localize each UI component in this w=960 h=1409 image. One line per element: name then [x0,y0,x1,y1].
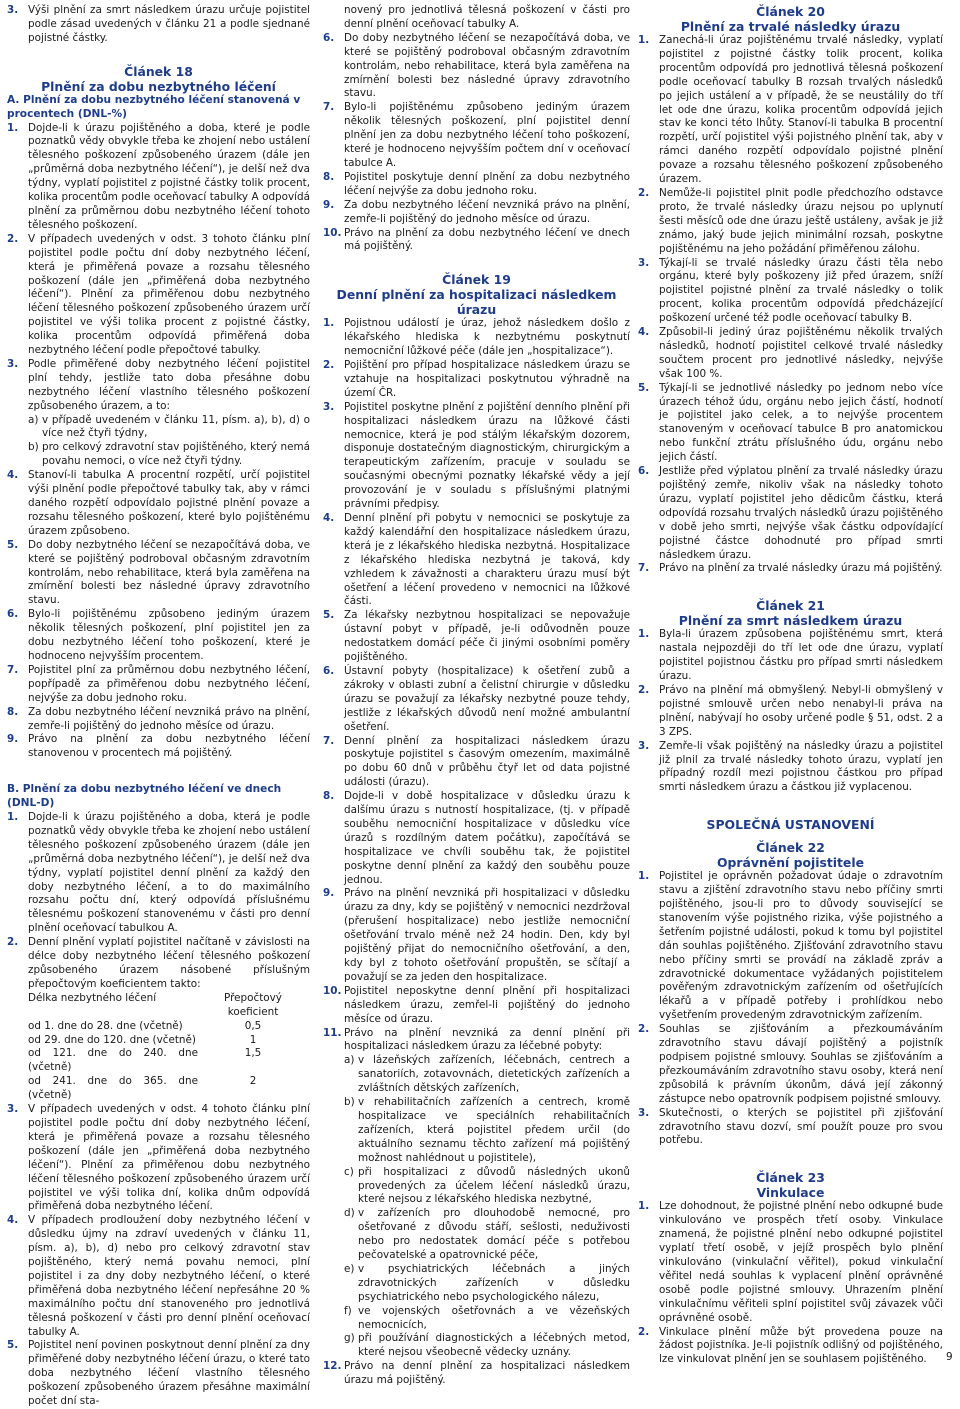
sub-label: c) [344,1165,354,1178]
clause-text-body: Podle přiměřené doby nezbytného léčení pojistitel plní tehdy, jestliže tato doba přesáhne dobu nezbytného léčení vlastního tělesného poškození způsobeného úrazem, a to: [28,357,310,412]
table-row [28,1075,310,1103]
clause-text: novený pro jednotlivá tělesná poškození v části pro denní plnění oceňovací tabulky A. [344,4,630,30]
table-row [28,1047,310,1075]
sub-label: b) [28,441,39,454]
sub-text: v psychiatrických léčebnách a jiných zdravotnických zařízeních v důsledku psychiatrického nebo psychologického nálezu, [358,1262,630,1303]
clause-number: 6. [7,608,19,621]
table-cell: od 121. dne do 240. dne (včetně) [28,1047,198,1074]
clause-item [323,609,630,665]
clause-number: 1. [638,34,650,46]
clause-text: Výši plnění za smrt následkem úrazu určuje pojistitel podle zásad uvedených v článku 21 a podle sjednané pojistné částky. [28,4,310,44]
clause-number: 4. [323,512,335,524]
clause-number: 5. [323,609,335,622]
clause-number: 6. [638,465,650,478]
column-left [7,4,310,1409]
clause-item [323,4,630,32]
column-middle [323,4,630,1388]
table-cell: od 241. dne do 365. dne (včetně) [28,1075,198,1102]
clause-number: 3. [638,256,650,269]
sub-label: a) [28,413,39,426]
clause-text: Pojistitel je oprávněn požadovat údaje o zdravotním stavu a zjištění zdravotního stavu nebo příčiny smrti pojištěného, jsou-li pro to důvody související se stanovením výše pojistného rizika, výše pojistného a šetřením pojistné události, pokud k tomu byl pojistitel dán souhlas pojištěného. Zjišťování zdravotního stavu nebo příčiny smrti se provádí na základě zpráv a zdravotnické dokumentace vyžádaných pojistitelem pověřeným zdravotnickým zařízením od ošetřujících lékařů a v případě potřeby i prohlídkou nebo vyšetřením provedeným zdravotnickým zařízením. [659,870,943,1022]
clause-text: Skutečnosti, o kterých se pojistitel při zjišťování zdravotního stavu dozví, smí použít pouze pro svou potřebu. [659,1106,943,1147]
clause-item [323,317,630,359]
clause-number: 1. [638,1200,650,1213]
clause-item [323,171,630,199]
clause-number: 9. [323,198,335,211]
table-cell: 1 [249,1033,257,1046]
clause-item [638,326,943,382]
column-right [638,4,943,1367]
clause-number: 3. [7,357,19,370]
clause-number: 2. [7,232,19,245]
clause-number: 9. [7,733,19,746]
clause-item [638,628,943,684]
clause-text: Právo na plnění za dobu nezbytného léčení ve dnech má pojištěný. [344,226,630,253]
sub-item [344,1054,630,1096]
sub-item [344,1305,630,1333]
clause-text [28,358,310,469]
section-title: SPOLEČNÁ USTANOVENÍ [706,817,875,833]
clause-text: Dojde-li v době hospitalizace v důsledku úrazu k dalšímu úrazu s nutností hospitalizace, (tj. v případě souběhu nemocniční hospitalizace v důsledku více úrazů s rozdílným datem počátku), započítává se hospitalizace ve chvíli souběhu tak, že pojistitel poskytne denní plnění za každý den souběhu pouze jednou. [344,790,630,886]
sub-label: f) [344,1304,352,1317]
clause-text [344,1027,630,1361]
clause-item [7,811,310,936]
clause-text: Bylo-li pojištěnému způsobeno jediným úrazem několik tělesných poškození, plní pojistitel denní plnění jen za dobu nezbytného léčení toho poškození, které je hodnoceno nejvyšším počtem dní v oceňovací tabulce A. [344,101,630,169]
article-title: Článek 20 [756,4,825,19]
clause-item [7,1214,310,1339]
clause-text: Jestliže před výplatou plnění za trvalé následky úrazu pojištěný zemře, nikoliv však na následky tohoto úrazu, vyplatí pojistitel jeho dědicům částku, která odpovídá rozsahu trvalých následků úrazu pojištěného v době jeho smrti, nejvýše však částku odpovídající pojistné částce dohodnuté pro případ smrti následkem úrazu. [659,465,943,561]
clause-number: 1. [7,121,19,134]
clause-item [7,539,310,609]
clause-text: Do doby nezbytného léčení se nezapočítává doba, ve které se pojištěný podroboval občasným zdravotním kontrolám, nebo rehabilitace, která byla zaměřena na zmírnění bolesti bez následné úpravy zdravotního stavu. [344,31,630,100]
clause-item [7,936,310,1103]
sub-label: e) [344,1262,355,1275]
sub-item [28,441,310,469]
clause-text: Právo na denní plnění za hospitalizaci následkem úrazu má pojištěný. [344,1360,630,1387]
clause-number: 5. [7,1339,19,1352]
clause-text-body: Denní plnění vyplatí pojistitel načítaně v závislosti na délce doby nezbytného léčení tělesného poškození způsobeného úrazem násobené příslušným přepočtovým koeficientem takto: [28,936,310,990]
clause-text: Právo na plnění za dobu nezbytného léčení stanovenou v procentech má pojištěný. [28,733,310,760]
clause-number: 6. [323,31,335,44]
clause-item [7,706,310,734]
clause-text: V případech uvedených v odst. 3 tohoto článku plní pojistitel podle počtu dní doby nezbytného léčení, která je přiměřená povaze a rozsahu tělesného poškození (dále jen „přiměřená doba nezbytného léčení“). Plnění za přiměřenou dobu nezbytného léčení tělesného poškození způsobeného úrazem určí pojistitel ve výši tolika procent z pojistné částky, kolika procentům odpovídá přiměřená doba nezbytného léčení podle přepočtové tabulky. [28,232,310,357]
clause-item [323,790,630,887]
clause-item [323,227,630,255]
clause-item [323,1027,630,1361]
clause-number: 10. [323,226,342,239]
clause-item [7,233,310,358]
sub-text: v zařízeních pro dlouhodobě nemocné, pro ošetřované z důvodu stáří, sešlosti, neduživosti nebo pro nedostatek domácí péče s potřebou pečovatelské a opatrovnické péče, [358,1207,630,1262]
article-title: Článek 18 [124,63,193,79]
clause-text: Právo na plnění za trvalé následky úrazu má pojištěný. [659,562,943,575]
clause-text: Stanoví-li tabulka A procentní rozpětí, určí pojistitel výši plnění podle přepočtové tabulky tak, aby v rámci daného rozpětí odpovídalo pojistné plnění povaze a rozsahu tělesného poškození, které bylo pojištěnému úrazem způsobeno. [28,469,310,537]
clause-number: 2. [638,683,650,696]
clause-item [323,101,630,171]
clause-number: 1. [638,628,650,641]
clause-text: Nemůže-li pojistitel plnit podle předchozího odstavce proto, že trvalé následky úrazu nejsou po uplynutí šesti měsíců ode dne úrazu ještě ustáleny, avšak je již známo, jaký bude jejich minimální rozsah, poskytne pojištěnému na jeho požádání přiměřenou zálohu. [659,186,943,255]
clause-item [638,34,943,187]
clause-item [638,187,943,257]
clause-item [323,1360,630,1388]
clause-text: Za dobu nezbytného léčení nevzniká právo na plnění, zemře-li pojištěný do jednoho měsíce od úrazu. [344,198,630,225]
sub-item [344,1166,630,1208]
clause-number: 9. [323,887,335,900]
article-subtitle: Plnění za dobu nezbytného léčení [41,78,276,94]
clause-text: Pojistitel poskytuje denní plnění za dobu nezbytného léčení nejvýše za dobu jednoho roku. [344,170,630,197]
coefficient-table-header [28,992,310,1020]
clause-text: Za dobu nezbytného léčení nevzniká právo na plnění, zemře-li pojištěný do jednoho měsíce od úrazu. [28,705,310,732]
section-heading: A. Plnění za dobu nezbytného léčení stanovená v procentech (DNL-%) [7,93,301,120]
clause-item [323,401,630,512]
clause-item [323,887,630,984]
clause-item [7,122,310,233]
clause-item [323,32,630,102]
clause-text: Denní plnění za hospitalizaci následkem úrazu poskytuje pojistitel s časovým omezením, maximálně po dobu 60 dnů v průběhu čtyř let od data pojistné události (úrazu). [344,734,630,789]
clause-item [323,985,630,1027]
sub-text: při hospitalizaci z důvodů následných ukonů provedených za účelem léčení následků úrazu, které nejsou z lékařského hlediska nezbytné, [358,1165,630,1206]
clause-text-body: Právo na plnění nevzniká za denní plnění při hospitalizaci následkem úrazu za léčebné pobyty: [344,1026,630,1053]
clause-item [638,1023,943,1106]
article-subtitle: Vinkulace [756,1185,825,1201]
clause-text: Týkají-li se jednotlivé následky po jednom nebo více úrazech téhož údu, orgánu nebo jejich částí, hodnotí je pojistitel jako celek, a to nejvýše procentem stanoveným v oceňovací tabulce B pro anatomickou nebo funkční ztrátu příslušného údu, orgánu nebo jejich částí. [659,381,943,464]
article-title: Článek 21 [756,598,825,614]
clause-text: Pojistnou událostí je úraz, jehož následkem došlo z lékařského hlediska k nezbytnému poskytnutí nemocniční lůžkové péče (dále jen „hospitalizace“). [344,317,630,358]
clause-number: 2. [323,359,335,372]
page-number: 9 [946,1351,953,1363]
clause-text: Do doby nezbytného léčení se nezapočítává doba, ve které se pojištěný podroboval občasným zdravotním kontrolám, nebo rehabilitace, která byla zaměřena na zmírnění bolesti bez následné úpravy zdravotního stavu. [28,538,310,607]
table-cell: 1,5 [244,1047,262,1060]
clause-item [638,870,943,1023]
clause-item [7,1103,310,1214]
article-title: Článek 23 [756,1170,825,1186]
sub-label: a) [344,1054,355,1067]
clause-text: V případech prodloužení doby nezbytného léčení v důsledku újmy na zdraví uvedených v článku 11, písm. a), b), d) nebo pro celkový zdravotní stav pojištěného, který nemá povahu nemoci, plní pojistitel i za dny doby nezbytného léčení, o které přiměřená doba nezbytného léčení nepřesáhne 20 % maximálního počtu dní stanoveného pro jednotlivá tělesná poškození v části pro denní plnění oceňovací tabulky A. [28,1214,310,1338]
clause-item [638,1200,943,1325]
clause-item [323,199,630,227]
clause-text: Pojistitel poskytne plnění z pojištění denního plnění při hospitalizaci následkem úrazu na lůžkové části nemocnice, která je pod stálým lékařským dozorem, disponuje dostatečným diagnostickým, chirurgickým a terapeutickým zařízením, pracuje v souladu se současnými obecnými poznatky lékařské vědy a její provozování je v souladu s příslušnými platnými právními předpisy. [344,400,630,511]
clause-number: 3. [638,739,650,752]
clause-text: Pojistitel není povinen poskytnout denní plnění za dny přiměřené doby nezbytného léčení úrazu, o které tato doba nezbytného léčení vlastního tělesného poškození způsobeného úrazem přesáhne maximální počet dní sta- [28,1339,310,1408]
sub-label: g) [344,1332,355,1345]
clause-item [323,735,630,791]
clause-item [638,684,943,740]
article-subtitle: Denní plnění za hospitalizaci následkem úrazu [336,287,617,318]
table-cell: od 29. dne do 120. dne (včetně) [28,1033,196,1046]
clause-item [7,4,310,46]
clause-text: V případech uvedených v odst. 4 tohoto článku plní pojistitel podle počtu dní doby nezbytného léčení, která je přiměřená povaze a rozsahu tělesného poškození (dále jen „přiměřená doba nezbytného léčení“). Plnění za přiměřenou dobu nezbytného léčení tělesného poškození způsobeného úrazem určí pojistitel ve výši tolika dní, kolika dnům odpovídá přiměřená doba nezbytného léčení. [28,1103,310,1213]
clause-text: Způsobil-li jediný úraz pojištěnému několik trvalých následků, hodnotí pojistitel celkové trvalé následky součtem procent pro jednotlivé následky, nejvýše však 100 %. [659,326,943,380]
clause-text: Byla-li úrazem způsobena pojištěnému smrt, která nastala nejpozději do tří let ode dne úrazu, vyplatí pojistitel pojistnou částku pro případ smrti následkem úrazu. [659,628,943,683]
clause-number: 7. [7,663,19,676]
clause-item [638,257,943,327]
clause-text: Lze dohodnout, že pojistné plnění nebo odkupné bude vinkulováno ve prospěch třetí osoby. Vinkulace znamená, že pojistné plnění nebo odkupné pojistitel vyplatí třetí osobě, v jejíž prospěch bylo plnění vinkulováno (vinkulační věřitel), pokud vinkulační věřitel nedá souhlas k vyplacení plnění oprávněné osobě podle pojistné smlouvy. Uhrazením plnění vinkulačnímu věřiteli splní pojistitel svůj závazek vůči oprávněné osobě. [659,1200,943,1324]
sub-text: v případě uvedeném v článku 11, písm. a), b), d) o více než čtyři týdny, [42,413,310,440]
sub-item [344,1332,630,1360]
clause-text: Zanechá-li úraz pojištěnému trvalé následky, vyplatí pojistitel z pojistné částky tolik procent, kolika procentům odpovídá pro jednotlivá tělesná poškození podle oceňovací tabulky B rozsah trvalých následků po jejich ustálení a v případě, že se neustálily do tří let ode dne úrazu, kolika procentům odpovídá jejich stav ke konci této lhůty. Stanoví-li tabulka B procentní rozpětí, určí pojistitel výši pojistného plnění tak, aby v rámci daného rozpětí odpovídalo pojistné plnění povaze a rozsahu tělesného poškození způsobeného úrazem. [659,34,943,186]
clause-item [323,359,630,401]
clause-number: 3. [7,1103,19,1116]
clause-number: 8. [323,790,335,803]
sub-text: pro celkový zdravotní stav pojištěného, který nemá povahu nemoci, o více než čtyři týdny. [42,441,310,468]
clause-item [7,664,310,706]
clause-item [638,1326,943,1368]
sub-item [344,1096,630,1166]
clause-number: 1. [7,811,19,824]
sub-text: ve vojenských ošetřovnách a ve vězeňských nemocnicích, [358,1304,630,1331]
clause-number: 5. [7,538,19,551]
table-row [28,1020,310,1034]
table-cell: 0,5 [244,1019,262,1032]
article-subtitle: Oprávnění pojistitele [717,855,864,871]
clause-number: 12. [323,1360,342,1373]
clause-item [7,1339,310,1409]
clause-number: 2. [7,936,19,949]
clause-number: 7. [323,101,335,114]
clause-number: 2. [638,186,650,199]
clause-number: 3. [7,4,19,16]
clause-item [638,562,943,576]
article-subtitle: Plnění za smrt následkem úrazu [678,613,903,629]
clause-text: Pojistitel plní za průměrnou dobu nezbytného léčení, popřípadě za přiměřenou dobu nezbytného léčení, nejvýše za dobu jednoho roku. [28,663,310,704]
clause-item [7,608,310,664]
section-heading: B. Plnění za dobu nezbytného léčení ve dnech (DNL-D) [7,783,282,810]
clause-item [638,740,943,796]
clause-item [638,1107,943,1149]
table-header-cell: Přepočtový koeficient [224,991,282,1018]
sub-item [28,414,310,442]
clause-number: 2. [638,1325,650,1338]
article-title: Článek 22 [756,840,825,856]
clause-text: Souhlas se zjišťováním a přezkoumáváním zdravotního stavu dávají pojištěný a pojistník podpisem pojistné smlouvy. Souhlas se zjišťováním a přezkoumáváním zdravotního stavu osoby, která není způsobilá k právním úkonům, dává její zákonný zástupce nebo opatrovník podpisem pojistné smlouvy. [659,1023,943,1105]
clause-item [638,465,943,562]
clause-item [638,382,943,465]
clause-number: 6. [323,664,335,677]
clause-text: Dojde-li k úrazu pojištěného a doba, která je podle poznatků vědy obvykle třeba ke zhojení nebo ustálení tělesného poškození způsobeného úrazem (dále jen „průměrná doba nezbytného léčení“), je delší než dva týdny, vyplatí pojistitel denní plnění za každý den doby nezbytného léčení, a to do maximálního rozsahu počtu dní, který odpovídá příslušnému tělesnému poškození stanovenému v části pro denní plnění oceňovací tabulkou A. [28,811,310,935]
clause-text: Právo na plnění má obmyšlený. Nebyl-li obmyšlený v pojistné smlouvě určen nebo nenabyl-li práva na plnění, nabývají ho osoby určené podle § 51, odst. 2 a 3 ZPS. [659,683,943,738]
clause-text: Za lékařsky nezbytnou hospitalizaci se nepovažuje ústavní pobyt v případě, je-li odůvodněn pouze nedostatkem domácí péče či jinými osobními poměry pojištěného. [344,609,630,664]
table-header-cell: Délka nezbytného léčení [28,991,157,1004]
article-title: Článek 19 [442,272,511,288]
clause-text: Týkají-li se trvalé následky úrazu části těla nebo orgánu, které byly poškozeny již před úrazem, sníží pojistitel pojistné plnění za trvalé následky o tolik procent, kolika procentům odpovídá předcházející poškození určené též podle oceňovací tabulky B. [659,256,943,325]
sub-text: v lázeňských zařízeních, léčebnách, centrech a sanatoriích, zotavovnách, dietetických zařízeních a zvláštních dětských zařízeních, [358,1054,630,1095]
clause-item [7,469,310,539]
sub-label: d) [344,1207,355,1220]
clause-text: Denní plnění při pobytu v nemocnici se poskytuje za každý kalendářní den hospitalizace následkem úrazu, která je z lékařského hlediska nezbytná. Hospitalizace z lékařského hlediska nezbytná je taková, kdy vzhledem k závažnosti a charakteru úrazu musí být ošetření a léčení provedeno v nemocnici na lůžkové části. [344,512,630,608]
clause-text: Bylo-li pojištěnému způsobeno jediným úrazem několik tělesných poškození, plní pojistitel jen za dobu nezbytného léčení toho poškození, které je hodnoceno nejvyšším procentem. [28,608,310,662]
clause-number: 2. [638,1023,650,1036]
article-subtitle: Plnění za trvalé následky úrazu [680,19,901,34]
table-row [28,1034,310,1048]
clause-number: 5. [638,381,650,394]
clause-number: 8. [323,170,335,183]
clause-number: 3. [323,400,335,413]
clause-text: Dojde-li k úrazu pojištěného a doba, které je podle poznatků vědy obvykle třeba ke zhojení nebo ustálení tělesného poškození způsobeného úrazem (dále jen „průměrná doba nezbytného léčení“), je delší než dva týdny, vyplatí pojistitel z pojistné částky tolik procent, kolika procentům podle oceňovací tabulky A odpovídá plnění za průměrnou dobu nezbytného léčení tohoto tělesného poškození. [28,121,310,231]
clause-number: 11. [323,1026,342,1039]
clause-text: Vinkulace plnění může být provedena pouze na žádost pojistníka. Je-li pojistník odlišný od pojištěného, lze vinkulovat plnění jen se souhlasem pojištěného. [659,1325,943,1366]
clause-number: 3. [638,1106,650,1119]
clause-number: 4. [7,1214,19,1227]
clause-number: 8. [7,705,19,718]
clause-text: Pojištění pro případ hospitalizace následkem úrazu se vztahuje na hospitalizaci poskytnutou výhradně na území ČR. [344,359,630,399]
clause-text: Pojistitel neposkytne denní plnění při hospitalizaci následkem úrazu, zemřel-li pojištěný do jednoho měsíce od úrazu. [344,984,630,1025]
sub-item [344,1207,630,1263]
clause-number: 7. [323,734,335,747]
clause-number: 4. [638,326,650,339]
clause-number: 1. [638,870,650,883]
clause-item [7,733,310,761]
table-cell: od 1. dne do 28. dne (včetně) [28,1019,183,1032]
table-cell: 2 [249,1075,257,1088]
clause-text [28,936,310,1103]
sub-text: v rehabilitačních zařízeních a centrech, kromě hospitalizace ve speciálních rehabilitačních zařízeních, která pojistitel předem určil (do aktuálního seznamu těchto zařízení má pojištěný možnost nahlédnout u pojistitele), [358,1096,630,1164]
clause-item [7,358,310,469]
sub-label: b) [344,1096,355,1109]
clause-number: 7. [638,562,650,575]
clause-text: Zemře-li však pojištěný na následky úrazu a pojistitel již plnil za trvalé následky tohoto úrazu, vyplatí jen případný rozdíl mezi pojistnou částkou pro případ smrti následkem úrazu a částkou již vyplacenou. [659,739,943,794]
clause-text: Právo na plnění nevzniká při hospitalizaci v důsledku úrazu za dny, kdy se pojištěný v nemocnici nezdržoval (přerušení hospitalizace) nebo jestliže nemocniční ošetřování trvalo méně než 24 hodin. Den, kdy byl pojištěný přijat do nemocničního ošetřování, a den, kdy byl z tohoto ošetřování propuštěn, se sčítají a považují se za jeden den hospitalizace. [344,887,630,983]
clause-number: 1. [323,317,335,330]
clause-item [323,512,630,609]
clause-text: Ústavní pobyty (hospitalizace) k ošetření zubů a zákroky v oblasti zubní a čelistní chirurgie v důsledku úrazu se považují za lékařsky nezbytné pouze tehdy, jestliže z lékařských důvodů není možné ambulantní ošetření. [344,664,630,733]
clause-number: 4. [7,469,19,482]
clause-item [323,665,630,735]
clause-number: 10. [323,984,342,997]
sub-text: při používání diagnostických a léčebných metod, které nejsou všeobecně vědecky uznány. [358,1332,630,1359]
sub-item [344,1263,630,1305]
